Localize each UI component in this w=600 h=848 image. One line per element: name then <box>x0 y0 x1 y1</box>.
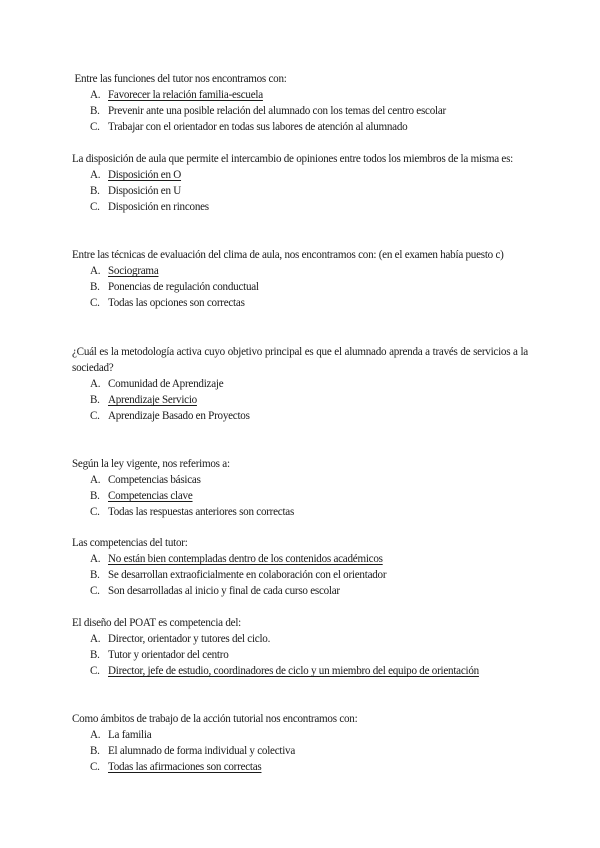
options-list <box>72 263 528 311</box>
option-c <box>72 663 528 679</box>
option-letter: A. <box>90 729 101 741</box>
question-stem: Entre las técnicas de evaluación del clima de aula, nos encontramos con: (en el examen había puesto c) <box>72 249 504 261</box>
option-letter: C. <box>90 585 100 597</box>
option-letter: C. <box>90 201 100 213</box>
question-stem: Las competencias del tutor: <box>72 537 188 549</box>
option-letter: C. <box>90 506 100 518</box>
option-text: Disposición en U <box>108 185 182 197</box>
option-letter: A. <box>90 474 101 486</box>
option-c <box>72 199 528 215</box>
question-8 <box>72 711 528 775</box>
option-letter: C. <box>90 761 100 773</box>
option-letter: A. <box>90 553 101 565</box>
option-b <box>72 567 528 583</box>
option-a <box>72 631 528 647</box>
question-1 <box>72 71 528 135</box>
question-stem: Como ámbitos de trabajo de la acción tutorial nos encontramos con: <box>72 713 358 725</box>
question-stem: El diseño del POAT es competencia del: <box>72 617 241 629</box>
options-list <box>72 376 528 424</box>
option-b <box>72 279 528 295</box>
option-letter: C. <box>90 410 100 422</box>
option-b <box>72 647 528 663</box>
option-text: Trabajar con el orientador en todas sus labores de atención al alumnado <box>108 121 408 133</box>
option-b <box>72 743 528 759</box>
option-letter: B. <box>90 394 100 406</box>
option-text-correct: Favorecer la relación familia-escuela <box>108 89 263 101</box>
option-text: Ponencias de regulación conductual <box>108 281 259 293</box>
option-letter: C. <box>90 297 100 309</box>
question-stem: Entre las funciones del tutor nos encontramos con: <box>72 73 287 85</box>
option-text: Todas las opciones son correctas <box>108 297 245 309</box>
option-text-correct: Disposición en O <box>108 169 182 181</box>
question-3 <box>72 247 528 311</box>
option-text-correct: Competencias clave <box>108 490 193 502</box>
option-b <box>72 488 528 504</box>
option-letter: C. <box>90 665 100 677</box>
question-6 <box>72 535 528 599</box>
option-letter: B. <box>90 281 100 293</box>
option-letter: A. <box>90 89 101 101</box>
option-letter: C. <box>90 121 100 133</box>
option-c <box>72 119 528 135</box>
option-c <box>72 295 528 311</box>
question-stem: ¿Cuál es la metodología activa cuyo objetivo principal es que el alumnado aprenda a través de servicios a la sociedad? <box>72 346 528 374</box>
option-letter: A. <box>90 169 101 181</box>
option-a <box>72 87 528 103</box>
option-letter: A. <box>90 378 101 390</box>
option-c <box>72 759 528 775</box>
option-text: Prevenir ante una posible relación del alumnado con los temas del centro escolar <box>108 105 446 117</box>
question-4 <box>72 344 528 424</box>
option-text: Se desarrollan extraoficialmente en colaboración con el orientador <box>108 569 387 581</box>
question-5 <box>72 456 528 520</box>
option-text: Comunidad de Aprendizaje <box>108 378 224 390</box>
option-b <box>72 183 528 199</box>
option-text: Director, orientador y tutores del ciclo. <box>108 633 271 645</box>
option-text: Tutor y orientador del centro <box>108 649 229 661</box>
options-list <box>72 551 528 599</box>
question-stem: Según la ley vigente, nos referimos a: <box>72 458 230 470</box>
option-letter: B. <box>90 569 100 581</box>
option-letter: B. <box>90 105 100 117</box>
option-a <box>72 551 528 567</box>
option-c <box>72 504 528 520</box>
option-c <box>72 408 528 424</box>
option-b <box>72 392 528 408</box>
option-letter: B. <box>90 649 100 661</box>
option-letter: B. <box>90 745 100 757</box>
option-text-correct: Director, jefe de estudio, coordinadores de ciclo y un miembro del equipo de orientación <box>108 665 479 677</box>
option-a <box>72 167 528 183</box>
options-list <box>72 631 528 679</box>
options-list <box>72 87 528 135</box>
option-text: Disposición en rincones <box>108 201 209 213</box>
option-text-correct: Sociograma <box>108 265 159 277</box>
option-text-correct: No están bien contempladas dentro de los contenidos académicos <box>108 553 383 565</box>
option-a <box>72 263 528 279</box>
option-text: La familia <box>108 729 152 741</box>
option-a <box>72 376 528 392</box>
question-stem: La disposición de aula que permite el intercambio de opiniones entre todos los miembros de la misma es: <box>72 153 513 165</box>
options-list <box>72 727 528 775</box>
option-b <box>72 103 528 119</box>
option-letter: A. <box>90 633 101 645</box>
option-text: El alumnado de forma individual y colectiva <box>108 745 296 757</box>
option-text: Competencias básicas <box>108 474 201 486</box>
option-a <box>72 472 528 488</box>
option-letter: A. <box>90 265 101 277</box>
options-list <box>72 472 528 520</box>
options-list <box>72 167 528 215</box>
option-text-correct: Aprendizaje Servicio <box>108 394 197 406</box>
question-7 <box>72 615 528 679</box>
option-letter: B. <box>90 185 100 197</box>
option-text: Son desarrolladas al inicio y final de cada curso escolar <box>108 585 340 597</box>
option-letter: B. <box>90 490 100 502</box>
option-text-correct: Todas las afirmaciones son correctas <box>108 761 262 773</box>
option-c <box>72 583 528 599</box>
option-text: Aprendizaje Basado en Proyectos <box>108 410 250 422</box>
question-2 <box>72 151 528 215</box>
option-a <box>72 727 528 743</box>
option-text: Todas las respuestas anteriores son correctas <box>108 506 295 518</box>
